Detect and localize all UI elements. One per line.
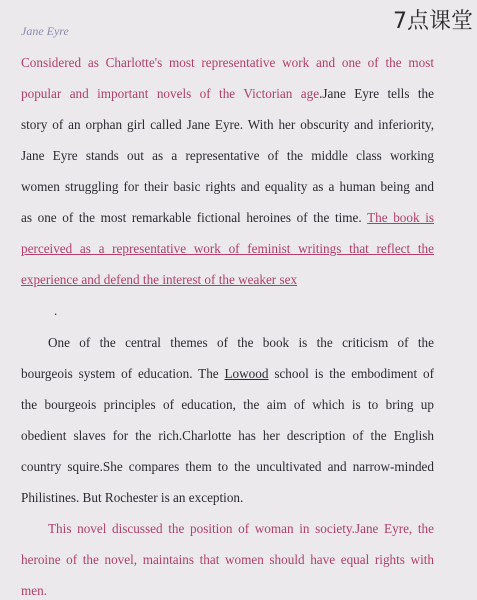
para2-line1: One of the central themes of the book is the criticism of the — [48, 335, 434, 350]
para1-line1: Considered as Charlotte's most representative work and one of the most — [21, 55, 434, 70]
para1-line8: experience and defend the interest of the weaker sex — [21, 272, 298, 287]
para1-line2 — [21, 86, 434, 102]
para2-line4: obedient slaves for the rich.Charlotte has her description of the English — [21, 428, 434, 443]
para1-line2-highlight: popular and important novels of the Victorian age — [21, 86, 320, 101]
lowood-term: Lowood — [224, 366, 269, 381]
para1-line5: women struggling for their basic rights and equality as a human being and — [21, 179, 434, 194]
para2-line6: Philistines. But Rochester is an exception. — [21, 490, 244, 505]
para1-line4: Jane Eyre stands out as a representative of the middle class working — [21, 148, 434, 163]
para2-line3: the bourgeois principles of education, the aim of which is to bring up — [21, 397, 434, 412]
para1-line2-text: .Jane Eyre tells the — [319, 86, 434, 101]
document-title: Jane Eyre — [21, 24, 69, 38]
stray-dot: . — [54, 303, 58, 318]
para2-line5: country squire.She compares them to the uncultivated and narrow-minded — [21, 459, 434, 474]
para1-line3: story of an orphan girl called Jane Eyre. With her obscurity and inferiority, — [21, 117, 434, 132]
para1-line6-text: as one of the most remarkable fictional heroines of the time. — [21, 210, 362, 225]
para1-line7: perceived as a representative work of feminist writings that reflect the — [21, 241, 434, 256]
para3-line1: This novel discussed the position of woman in society.Jane Eyre, the — [48, 521, 434, 536]
para1-line6-highlight: The book is — [367, 210, 435, 225]
para3-line2: heroine of the novel, maintains that women should have equal rights with — [21, 552, 434, 567]
para2-line2 — [21, 366, 434, 382]
para2-line2-c: school is the embodiment of — [268, 366, 434, 381]
para3-line3: men. — [21, 583, 48, 598]
para1-line6 — [21, 210, 434, 226]
para2-line2-a: bourgeois system of education. The — [21, 366, 225, 381]
watermark-logo: 7点课堂 — [393, 9, 473, 34]
